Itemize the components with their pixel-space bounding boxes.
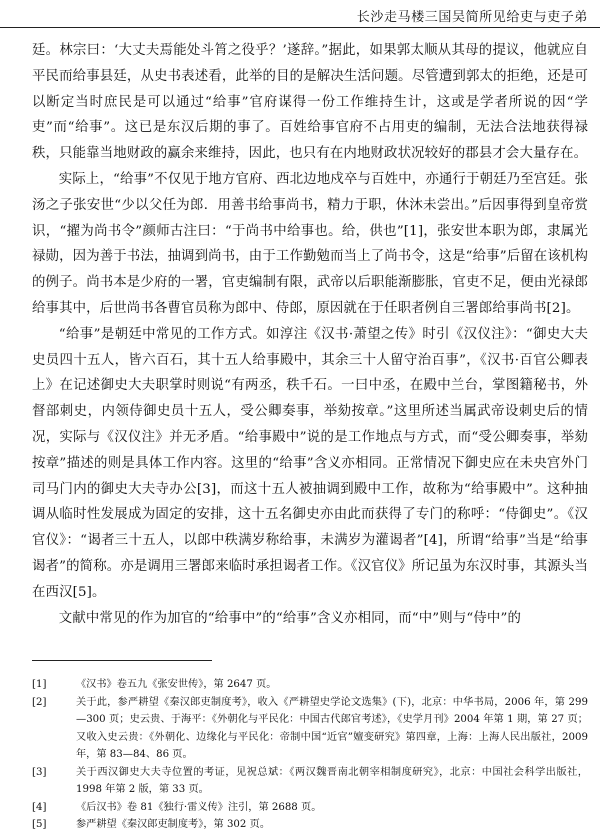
footnote-text: 参严耕望《秦汉郎吏制度考》，第 302 页。 xyxy=(76,819,271,830)
footnote-text: 《汉书》卷五九《张安世传》，第 2647 页。 xyxy=(76,679,277,690)
header-rule xyxy=(0,27,600,28)
footnote-mark: [5] xyxy=(32,819,47,830)
paragraph-2: 实际上，“给事”不仅见于地方官府、西北边地戍卒与百姓中，亦通行于朝廷乃至宫廷。张汤之子张安世“少以父任为郎．用善书给事尚书，精力于职，休沐未尝出。”后因事得到皇帝赏识，“擢为尚书令”颜师古注曰：“于尚书中给事也。给，供也”[1]，张安世本职为郎，隶属光禄勋，因为善于书法，抽调到尚书，由于工作勤勉而当上了尚书令，这是“给事”后留在该机构的例子。尚书本是少府的一署，官吏编制有限，武帝以后职能渐膨胀，官吏不足，便由光禄郎给事其中，后世尚书各曹官员称为郎中、侍郎，原因就在于任职者例自三署郎给事尚书[2]。 xyxy=(32,171,588,316)
paragraph-4: 文献中常见的作为加官的“给事中”的“给事”含义亦相同，而“中”则与“侍中”的 xyxy=(58,610,521,626)
footnote-mark: [1] xyxy=(32,679,47,690)
footnote xyxy=(32,799,588,817)
body-text xyxy=(32,38,588,631)
footnote xyxy=(32,676,588,694)
footnote-mark: [3] xyxy=(32,766,47,778)
footnote-text: 关于此，参严耕望《秦汉郎吏制度考》，收入《严耕望史学论文选集》(下)，北京：中华书局，2006 年，第 299—300 页；史云贵、于海平：《外朝化与平民化：中国古代郎官考述》，《史学月刊》2004 年第 1 期，第 27 页；又收入史云贵：《外朝化、边缘化与平民化：帝制中国“近官”嬗变研究》第四章，上海：上海人民出版社，2009 年，第 83—84、86 页。 xyxy=(76,696,588,760)
footnote xyxy=(32,816,588,834)
footnote-mark: [4] xyxy=(32,801,47,813)
footnote xyxy=(32,694,588,764)
footnotes xyxy=(32,676,588,834)
paragraph-1: 廷。林宗曰：‘大丈夫焉能处斗筲之役乎？’遂辞。”据此，如果郭太顺从其母的提议，他就应自平民而给事县廷，从史书表述看，此举的目的是解决生活问题。尽管遭到郭太的拒绝，还是可以断定当时庶民是可以通过“给事”官府谋得一份工作维持生计，这或是学者所说的因“学吏”而“给事”。这已是东汉后期的事了。百姓给事官府不占用吏的编制，无法合法地获得禄秩，只能靠当地财政的赢余来维持，因此，也只有在内地财政状况较好的郡县才会大量存在。 xyxy=(32,43,588,162)
running-header xyxy=(0,0,600,27)
footnote-mark: [2] xyxy=(32,696,47,708)
footnote-text: 《后汉书》卷 81《独行·雷义传》注引，第 2688 页。 xyxy=(76,801,322,813)
footnote-text: 关于西汉御史大夫寺位置的考证，见祝总斌：《两汉魏晋南北朝宰相制度研究》，北京：中国社会科学出版社，1998 年第 2 版，第 33 页。 xyxy=(76,766,588,795)
footnote-divider xyxy=(32,660,212,661)
paragraph-3: “给事”是朝廷中常见的工作方式。如淳注《汉书·萧望之传》时引《汉仪注》：“御史大夫史员四十五人，皆六百石，其十五人给事殿中，其余三十人留守治百事”，《汉书·百官公卿表上》在记述御史大夫职掌时则说“有两丞，秩千石。一曰中丞，在殿中兰台，掌图籍秘书，外督部刺史，内领侍御史员十五人，受公卿奏事，举劾按章。”这里所述当属武帝设刺史后的情况，实际与《汉仪注》并无矛盾。“给事殿中”说的是工作地点与方式，而“受公卿奏事，举劾按章”描述的则是具体工作内容。这里的“给事”含义亦相同。正常情况下御史应在未央宫外门司马门内的御史大夫寺办公[3]，而这十五人被抽调到殿中工作，故称为“给事殿中”。这种抽调从临时性发展成为固定的安排，这十五名御史亦由此而获得了专门的称呼：“侍御史”。《汉官仪》：“谒者三十五人，以郎中秩满岁称给事，未满岁为灌谒者”[4]，所谓“给事”当是“给事谒者”的简称。亦是调用三署郎来临时承担谒者工作。《汉官仪》所记虽为东汉时事，其源头当在西汉[5]。 xyxy=(32,326,588,600)
footnote xyxy=(32,764,588,799)
running-header-title: 长沙走马楼三国吴简所见给吏与吏子弟 xyxy=(356,10,588,25)
